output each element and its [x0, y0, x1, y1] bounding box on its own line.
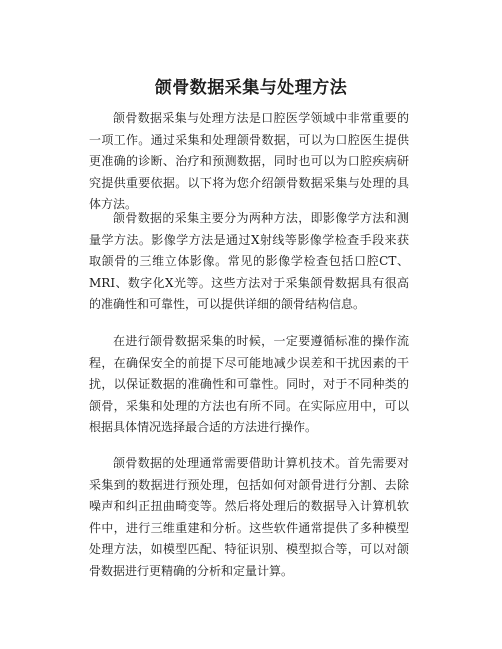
paragraph-intro: 颌骨数据采集与处理方法是口腔医学领域中非常重要的一项工作。通过采集和处理颌骨数据，可以为口腔医生提供更准确的诊断、治疗和预测数据，同时也可以为口腔疾病研究提供重要依据。以下将为您介绍颌骨数据采集与处理的具体方法。 [89, 111, 409, 211]
paragraph-data-processing: 颌骨数据的处理通常需要借助计算机技术。首先需要对采集到的数据进行预处理，包括如何对颌骨进行分割、去除噪声和纠正扭曲畸变等。然后将处理后的数据导入计算机软件中，进行三维重建和分析。这些软件通常提供了多种模型处理方法，如模型匹配、特征识别、模型拟合等，可以对颌骨数据进行更精确的分析和定量计算。 [89, 456, 409, 578]
paragraph-acquisition-methods: 颌骨数据的采集主要分为两种方法，即影像学方法和测量学方法。影像学方法是通过X射线等影像学检查手段来获取颌骨的三维立体影像。常见的影像学检查包括口腔CT、MRI、数字化X光等。这些方法对于采集颌骨数据具有很高的准确性和可靠性，可以提供详细的颌骨结构信息。 [89, 211, 409, 311]
document-title: 颌骨数据采集与处理方法 [154, 78, 348, 98]
paragraph-acquisition-procedure: 在进行颌骨数据采集的时候，一定要遵循标准的操作流程，在确保安全的前提下尽可能地减少误差和干扰因素的干扰，以保证数据的准确性和可靠性。同时，对于不同种类的颌骨，采集和处理的方法也有所不同。在实际应用中，可以根据具体情况选择最合适的方法进行操作。 [89, 334, 409, 434]
